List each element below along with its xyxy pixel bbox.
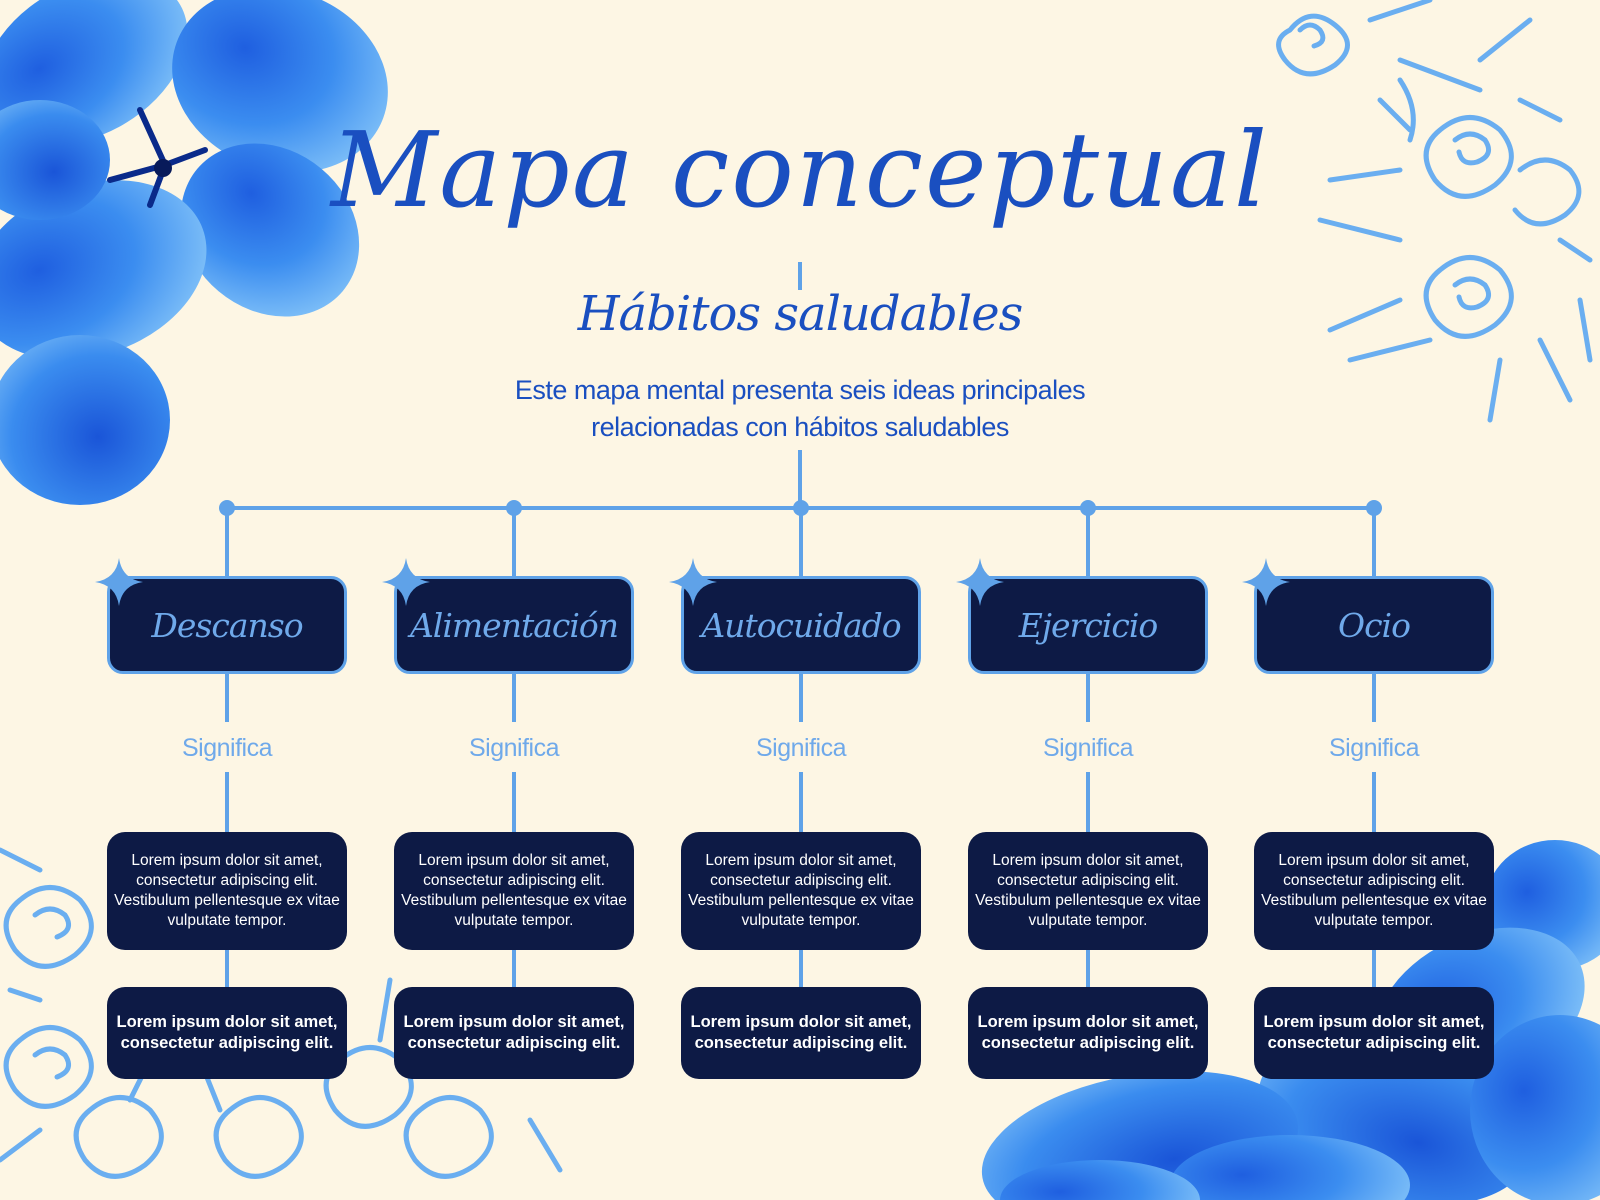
detail-line: Lorem ipsum dolor sit amet, — [992, 852, 1184, 869]
category-column — [968, 0, 1208, 1200]
detail-box — [394, 832, 634, 950]
description-line: relacionadas con hábitos saludables — [591, 412, 1009, 442]
summary-line: Lorem ipsum dolor sit amet, — [690, 1013, 912, 1031]
detail-box — [968, 832, 1208, 950]
summary-line: Lorem ipsum dolor sit amet, — [977, 1013, 1199, 1031]
detail-line: Vestibulum pellentesque ex vitae — [688, 892, 914, 909]
detail-line: vulputate tempor. — [1028, 912, 1148, 929]
detail-box — [107, 832, 347, 950]
category-label: Ocio — [1338, 605, 1410, 645]
sparkle-icon — [954, 556, 1006, 608]
detail-line: Lorem ipsum dolor sit amet, — [705, 852, 897, 869]
detail-line: Lorem ipsum dolor sit amet, — [131, 852, 323, 869]
summary-line: consectetur adipiscing elit. — [120, 1034, 334, 1052]
sparkle-icon — [380, 556, 432, 608]
summary-line: Lorem ipsum dolor sit amet, — [403, 1013, 625, 1031]
connector-label: Significa — [1043, 734, 1133, 762]
detail-line: consectetur adipiscing elit. — [710, 872, 892, 889]
detail-line: Lorem ipsum dolor sit amet, — [418, 852, 610, 869]
detail-line: Vestibulum pellentesque ex vitae — [1261, 892, 1487, 909]
summary-box — [681, 987, 921, 1079]
connector-label: Significa — [1329, 734, 1419, 762]
summary-box — [394, 987, 634, 1079]
detail-box — [681, 832, 921, 950]
detail-box — [1254, 832, 1494, 950]
detail-line: Vestibulum pellentesque ex vitae — [975, 892, 1201, 909]
page-subtitle: Hábitos saludables — [577, 286, 1023, 342]
detail-line: vulputate tempor. — [741, 912, 861, 929]
detail-line: consectetur adipiscing elit. — [423, 872, 605, 889]
summary-line: Lorem ipsum dolor sit amet, — [116, 1013, 338, 1031]
detail-line: vulputate tempor. — [454, 912, 574, 929]
summary-line: consectetur adipiscing elit. — [407, 1034, 621, 1052]
connector-label: Significa — [469, 734, 559, 762]
sparkle-icon — [667, 556, 719, 608]
summary-line: consectetur adipiscing elit. — [1267, 1034, 1481, 1052]
sparkle-icon — [1240, 556, 1292, 608]
summary-line: Lorem ipsum dolor sit amet, — [1263, 1013, 1485, 1031]
summary-box — [107, 987, 347, 1079]
category-label: Autocuidado — [701, 605, 901, 645]
connector-label: Significa — [756, 734, 846, 762]
detail-line: consectetur adipiscing elit. — [1283, 872, 1465, 889]
connector-label: Significa — [182, 734, 272, 762]
category-column — [394, 0, 634, 1200]
detail-line: consectetur adipiscing elit. — [997, 872, 1179, 889]
summary-box — [968, 987, 1208, 1079]
category-column — [107, 0, 347, 1200]
page-title: Mapa conceptual — [330, 109, 1270, 231]
summary-box — [1254, 987, 1494, 1079]
detail-line: consectetur adipiscing elit. — [136, 872, 318, 889]
detail-line: Vestibulum pellentesque ex vitae — [401, 892, 627, 909]
category-label: Descanso — [151, 605, 303, 645]
category-column — [1254, 0, 1494, 1200]
detail-line: Vestibulum pellentesque ex vitae — [114, 892, 340, 909]
detail-line: Lorem ipsum dolor sit amet, — [1278, 852, 1470, 869]
description-line: Este mapa mental presenta seis ideas principales — [514, 375, 1086, 405]
detail-line: vulputate tempor. — [1314, 912, 1434, 929]
summary-line: consectetur adipiscing elit. — [981, 1034, 1195, 1052]
summary-line: consectetur adipiscing elit. — [694, 1034, 908, 1052]
category-column — [681, 0, 921, 1200]
category-label: Alimentación — [409, 605, 619, 645]
detail-line: vulputate tempor. — [167, 912, 287, 929]
category-label: Ejercicio — [1018, 605, 1158, 645]
sparkle-icon — [93, 556, 145, 608]
